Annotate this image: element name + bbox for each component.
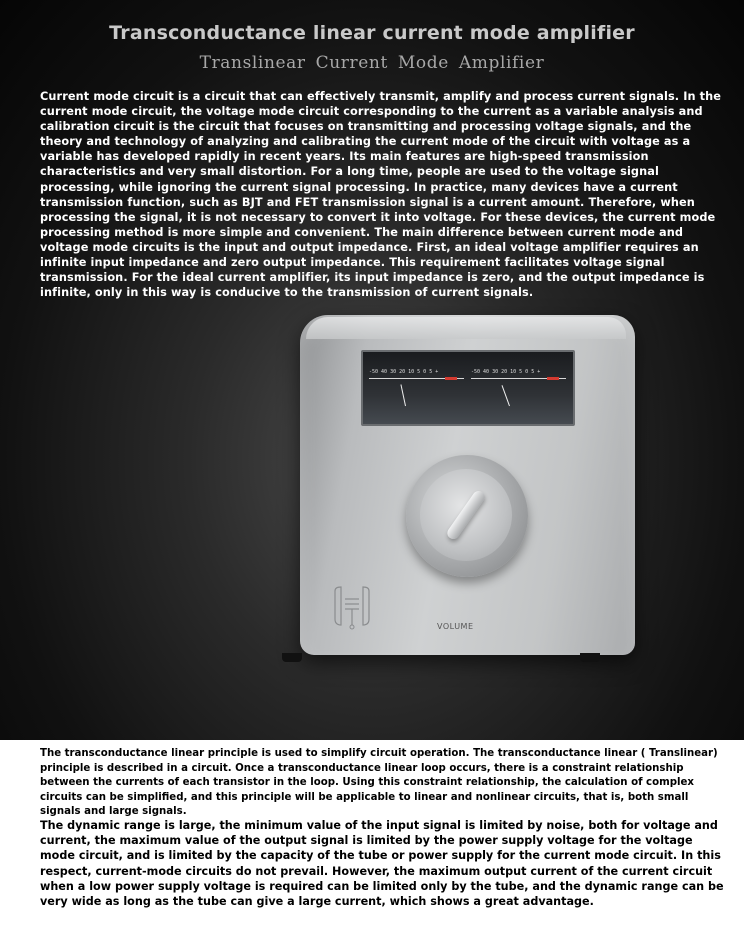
intro-paragraph: Current mode circuit is a circuit that can effectively transmit, amplify and process current signals. In the current mode circuit, the voltage mode circuit corresponding to the current as a variable analysis and calibration circuit is the circuit that focuses on transmitting and processing voltage signals, and the theory and technology of analyzing and calibrating the current mode of the circuit with voltage as a variable has developed rapidly in recent years. Its main features are high-speed transmission characteristics and very small distortion. For a long time, people are used to the voltage signal processing, while ignoring the current signal processing. In practice, many devices have a current transmission function, such as BJT and FET transmission signal is a current amount. Therefore, when processing the signal, it is not necessary to convert it into voltage. For these devices, the current mode processing method is more simple and convenient. The main difference between current mode and voltage mode circuits is the input and output impedance. First, an ideal voltage amplifier requires an infinite input impedance and zero output impedance. This requirement facilitates voltage signal transmission. For the ideal current amplifier, its input impedance is zero, and the output impedance is infinite, only in this way is conducive to the transmission of current signals.	[40, 90, 722, 300]
vu-meter-left-redzone	[445, 377, 457, 380]
vu-meter-left-scale	[369, 378, 464, 409]
volume-knob[interactable]	[406, 455, 528, 577]
amplifier-image	[300, 315, 640, 670]
translinear-principle-paragraph: The transconductance linear principle is used to simplify circuit operation. The transconductance linear ( Translinear) principle is described in a circuit. Once a transconductance linear loop occurs, there is a constraint relationship between the currents of each transistor in the loop. Using this constraint relationship, the calculation of complex circuits can be simplified, and this principle will be applicable to linear and nonlinear circuits, that is, both small signals and large signals.	[40, 748, 718, 818]
vu-meter-right-labels: -50 40 30 20 10 5 0 5 +	[471, 369, 541, 375]
vu-meter-window	[361, 350, 575, 426]
page-subtitle: Translinear Current Mode Amplifier	[199, 53, 545, 73]
volume-knob-grip	[445, 489, 487, 542]
volume-knob-face	[420, 469, 512, 561]
page-title: Transconductance linear current mode amplifier	[109, 22, 635, 44]
chassis-top-highlight	[306, 317, 626, 339]
brand-logo-icon	[331, 585, 373, 631]
volume-label: VOLUME	[437, 622, 474, 631]
vu-meter-right-scale	[471, 378, 566, 409]
amplifier-chassis	[300, 315, 635, 655]
vu-meter-left-labels: -50 40 30 20 10 5 0 5 +	[369, 369, 439, 375]
vu-meter-right-redzone	[547, 377, 559, 380]
amplifier-foot-right	[580, 653, 600, 662]
amplifier-foot-left	[282, 653, 302, 662]
dynamic-range-paragraph: The dynamic range is large, the minimum value of the input signal is limited by noise, both for voltage and current, the maximum value of the output signal is limited by the power supply voltage for the voltage mode circuit, and is limited by the capacity of the tube or power supply for the current mode circuit. In this respect, current-mode circuits do not prevail. However, the maximum output current of the current circuit when a low power supply voltage is required can be limited only by the tube, and the dynamic range can be very wide as long as the tube can give a large current, which shows a great advantage.	[40, 819, 724, 909]
